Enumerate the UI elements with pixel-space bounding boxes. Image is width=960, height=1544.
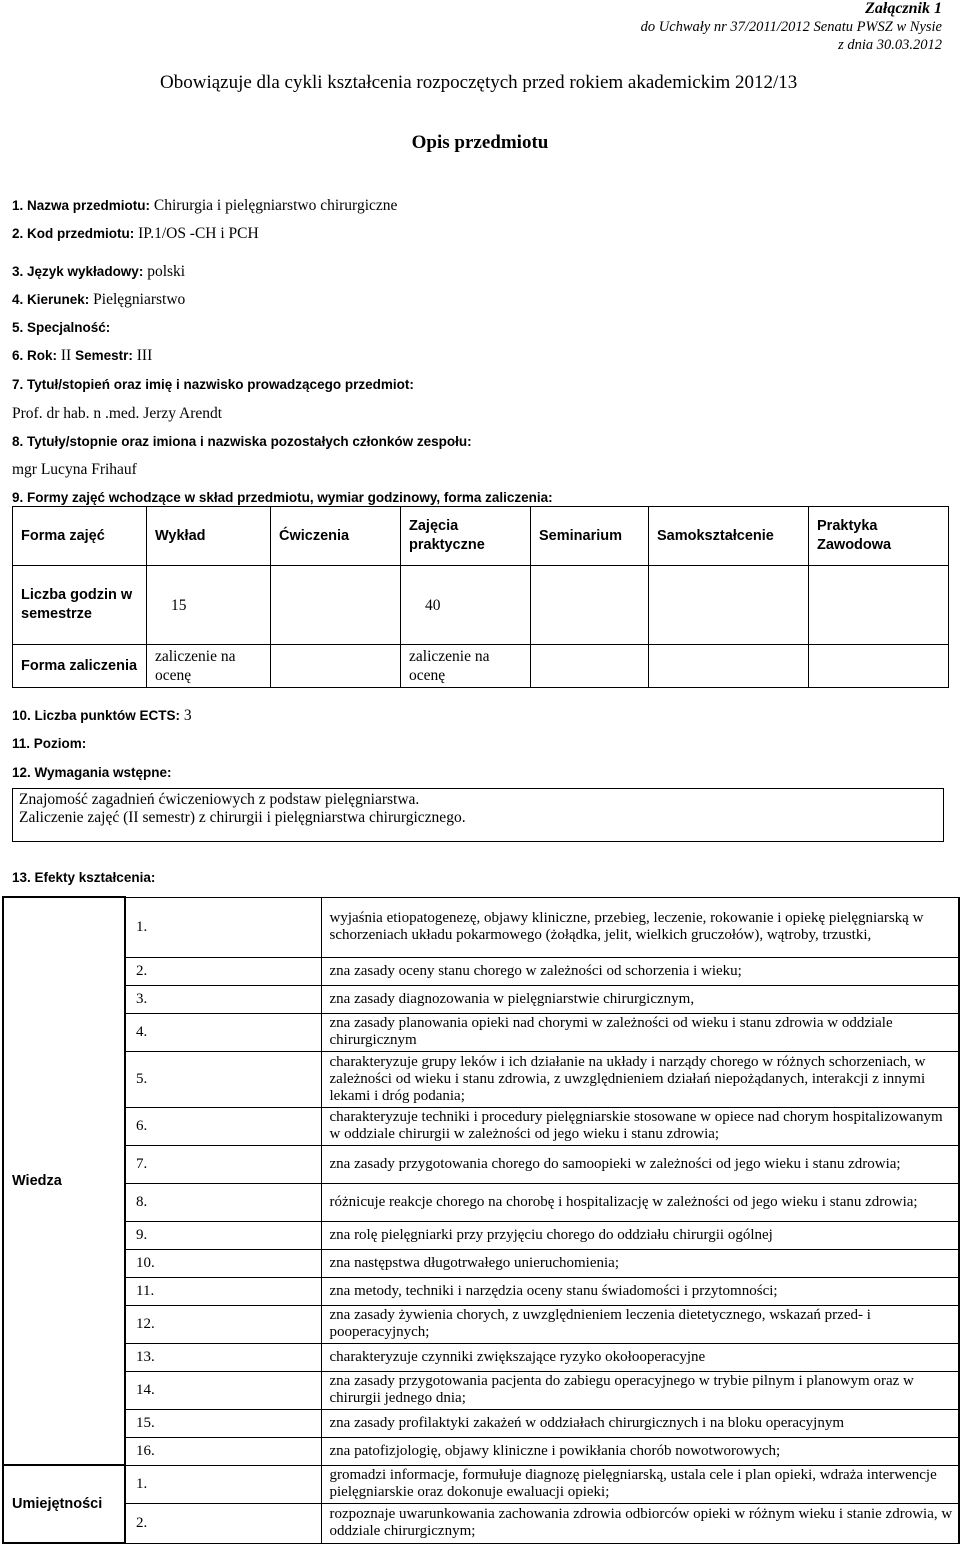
hours-cell <box>271 566 401 645</box>
field-value: polski <box>143 263 186 280</box>
effect-text: wyjaśnia etiopatogenezę, objawy kliniczne, przebieg, leczenie, rokowanie i opiekę pielęgniarską w schorzeniach układu pokarmowego (żołądka, jelit, wielkich gruczołów), wątroby, trzustki, <box>321 897 959 957</box>
effect-number: 4. <box>125 1013 321 1051</box>
effect-text: różnicuje reakcje chorego na chorobę i hospitalizację w zależności od jego wieku i stanu zdrowia; <box>321 1183 959 1221</box>
effects-label: 13. Efekty kształcenia: <box>12 870 156 885</box>
field-line <box>12 432 472 451</box>
header-cell: Wykład <box>147 507 271 566</box>
effect-text: charakteryzuje grupy leków i ich działanie na układy i narządy chorego w różnych schorzeniach, w zależności od wieku i stanu zdrowia, z uwzględnieniem działań niepożądanych, interakcji z innymi lekami i dróg podania; <box>321 1051 959 1107</box>
field-label: 9. Formy zajęć wchodzące w skład przedmiotu, wymiar godzinowy, forma zaliczenia: <box>12 490 553 505</box>
effect-text: zna zasady przygotowania chorego do samoopieki w zależności od jego wieku i stanu zdrowia; <box>321 1145 959 1183</box>
field-line <box>12 460 137 479</box>
effect-row <box>3 957 959 985</box>
effect-number: 1. <box>125 897 321 957</box>
hours-label: Liczba godzin w semestrze <box>13 566 147 645</box>
effect-number: 1. <box>125 1465 321 1503</box>
effect-row <box>3 1277 959 1305</box>
credit-cell <box>809 645 949 688</box>
effect-row <box>3 1503 959 1543</box>
date-label: z dnia 30.03.2012 <box>838 37 942 53</box>
header-cell: Praktyka Zawodowa <box>809 507 949 566</box>
hours-cell <box>531 566 649 645</box>
effect-row <box>3 1145 959 1183</box>
field-label: 3. Język wykładowy: <box>12 264 144 279</box>
field-line <box>12 346 152 365</box>
field-value: mgr Lucyna Frihauf <box>12 461 137 478</box>
header-cell: Ćwiczenia <box>271 507 401 566</box>
hours-cell <box>649 566 809 645</box>
prereq-label: 12. Wymagania wstępne: <box>12 765 172 780</box>
effect-number: 12. <box>125 1305 321 1343</box>
field-label: 5. Specjalność: <box>12 320 111 335</box>
credit-cell: zaliczenie na ocenę <box>401 645 531 688</box>
effect-number: 2. <box>125 957 321 985</box>
field-label: 6. Rok: <box>12 348 58 363</box>
knowledge-category: Wiedza <box>3 897 125 1465</box>
effect-row <box>3 1371 959 1409</box>
effect-text: zna zasady przygotowania pacjenta do zabiegu operacyjnego w trybie pilnym i planowym oraz w chirurgii jednego dnia; <box>321 1371 959 1409</box>
page-title: Opis przedmiotu <box>411 132 549 153</box>
hours-cell: 40 <box>401 566 531 645</box>
effect-number: 5. <box>125 1051 321 1107</box>
effect-text: charakteryzuje czynniki zwiększające ryzyko okołooperacyjne <box>321 1343 959 1371</box>
header-cell: Zajęcia praktyczne <box>401 507 531 566</box>
field-value: Prof. dr hab. n .med. Jerzy Arendt <box>12 405 223 422</box>
forms-table <box>12 506 949 688</box>
effect-text: zna zasady oceny stanu chorego w zależności od schorzenia i wieku; <box>321 957 959 985</box>
field-line <box>12 318 110 337</box>
field-label: Semestr: <box>75 348 133 363</box>
effect-row <box>3 1107 959 1145</box>
effect-row <box>3 1305 959 1343</box>
field-label: 7. Tytuł/stopień oraz imię i nazwisko prowadzącego przedmiot: <box>12 377 414 392</box>
effect-number: 11. <box>125 1277 321 1305</box>
effect-text: charakteryzuje techniki i procedury pielęgniarskie stosowane w opiece nad chorym hospitalizowanym w oddziale chirurgii w zależności od jego wieku i stanu zdrowia; <box>321 1107 959 1145</box>
ects-value: 3 <box>180 707 192 724</box>
effect-row <box>3 1221 959 1249</box>
skills-category: Umiejętności <box>3 1465 125 1543</box>
field-line <box>12 224 259 243</box>
field-label: 2. Kod przedmiotu: <box>12 226 135 241</box>
effects-table <box>2 896 960 1544</box>
credit-cell <box>531 645 649 688</box>
field-value: IP.1/OS -CH i PCH <box>134 225 259 242</box>
prereq-line: Znajomość zagadnień ćwiczeniowych z podstaw pielęgniarstwa. <box>19 791 420 808</box>
effect-row <box>3 1465 959 1503</box>
field-line <box>12 488 553 507</box>
header-cell: Seminarium <box>531 507 649 566</box>
effect-number: 2. <box>125 1503 321 1543</box>
field-value: II <box>57 347 76 364</box>
effect-number: 10. <box>125 1249 321 1277</box>
effect-number: 16. <box>125 1437 321 1465</box>
effect-row <box>3 897 959 957</box>
effect-row <box>3 1013 959 1051</box>
hours-cell: 15 <box>147 566 271 645</box>
effect-row <box>3 1183 959 1221</box>
forms-table-header <box>13 507 949 566</box>
effect-text: zna patofizjologię, objawy kliniczne i powikłania chorób nowotworowych; <box>321 1437 959 1465</box>
effect-text: zna zasady planowania opieki nad chorymi w zależności od wieku i stanu zdrowia w oddziale chirurgicznym <box>321 1013 959 1051</box>
field-line <box>12 404 222 423</box>
effect-row <box>3 1051 959 1107</box>
effect-row <box>3 1249 959 1277</box>
effect-row <box>3 985 959 1013</box>
level-label: 11. Poziom: <box>12 736 87 751</box>
effect-number: 8. <box>125 1183 321 1221</box>
resolution-label: do Uchwały nr 37/2011/2012 Senatu PWSZ w Nysie <box>640 19 942 35</box>
effect-number: 15. <box>125 1409 321 1437</box>
prereq-line: Zaliczenie zajęć (II semestr) z chirurgii i pielęgniarstwa chirurgicznego. <box>19 809 466 826</box>
field-label: 4. Kierunek: <box>12 292 90 307</box>
effect-text: zna zasady żywienia chorych, z uwzględnieniem leczenia dietetycznego, wskazań przed- i pooperacyjnych; <box>321 1305 959 1343</box>
field-value: III <box>132 347 153 364</box>
effect-number: 14. <box>125 1371 321 1409</box>
effects-heading <box>12 868 155 887</box>
field-line <box>12 262 185 281</box>
effect-text: rozpoznaje uwarunkowania zachowania zdrowia odbiorców opieki w różnym wieku i stanie zdrowia, w oddziale chirurgicznym; <box>321 1503 959 1543</box>
ects-line <box>12 706 192 725</box>
annex-label: Załącznik 1 <box>865 0 942 17</box>
level-line <box>12 734 86 753</box>
effect-text: zna następstwa długotrwałego unieruchomienia; <box>321 1249 959 1277</box>
effect-number: 3. <box>125 985 321 1013</box>
credit-cell <box>649 645 809 688</box>
credit-label: Forma zaliczenia <box>13 645 147 688</box>
credit-row <box>13 645 949 688</box>
credit-cell <box>271 645 401 688</box>
effect-row <box>3 1437 959 1465</box>
effect-row <box>3 1343 959 1371</box>
effect-number: 9. <box>125 1221 321 1249</box>
effect-number: 13. <box>125 1343 321 1371</box>
header-cell: Forma zajęć <box>13 507 147 566</box>
ects-label: 10. Liczba punktów ECTS: <box>12 708 181 723</box>
field-label: 1. Nazwa przedmiotu: <box>12 198 151 213</box>
effect-text: zna zasady profilaktyki zakażeń w oddziałach chirurgicznych i na bloku operacyjnym <box>321 1409 959 1437</box>
effect-number: 7. <box>125 1145 321 1183</box>
credit-cell: zaliczenie na ocenę <box>147 645 271 688</box>
prereq-box <box>12 788 944 842</box>
effect-number: 6. <box>125 1107 321 1145</box>
effect-text: gromadzi informacje, formułuje diagnozę pielęgniarską, ustala cele i plan opieki, wdraża interwencje pielęgniarskie oraz dokonuje ewaluacji opieki; <box>321 1465 959 1503</box>
field-line <box>12 290 185 309</box>
effect-text: zna rolę pielęgniarki przy przyjęciu chorego do oddziału chirurgii ogólnej <box>321 1221 959 1249</box>
effect-row <box>3 1409 959 1437</box>
hours-cell <box>809 566 949 645</box>
field-line <box>12 375 414 394</box>
validity-note: Obowiązuje dla cykli kształcenia rozpoczętych przed rokiem akademickim 2012/13 <box>160 72 798 93</box>
field-line <box>12 196 397 215</box>
field-value: Pielęgniarstwo <box>89 291 186 308</box>
field-label: 8. Tytuły/stopnie oraz imiona i nazwiska pozostałych członków zespołu: <box>12 434 472 449</box>
effect-text: zna metody, techniki i narzędzia oceny stanu świadomości i przytomności; <box>321 1277 959 1305</box>
prereq-heading <box>12 763 172 782</box>
hours-row <box>13 566 949 645</box>
field-value: Chirurgia i pielęgniarstwo chirurgiczne <box>150 197 398 214</box>
header-cell: Samokształcenie <box>649 507 809 566</box>
effect-text: zna zasady diagnozowania w pielęgniarstwie chirurgicznym, <box>321 985 959 1013</box>
